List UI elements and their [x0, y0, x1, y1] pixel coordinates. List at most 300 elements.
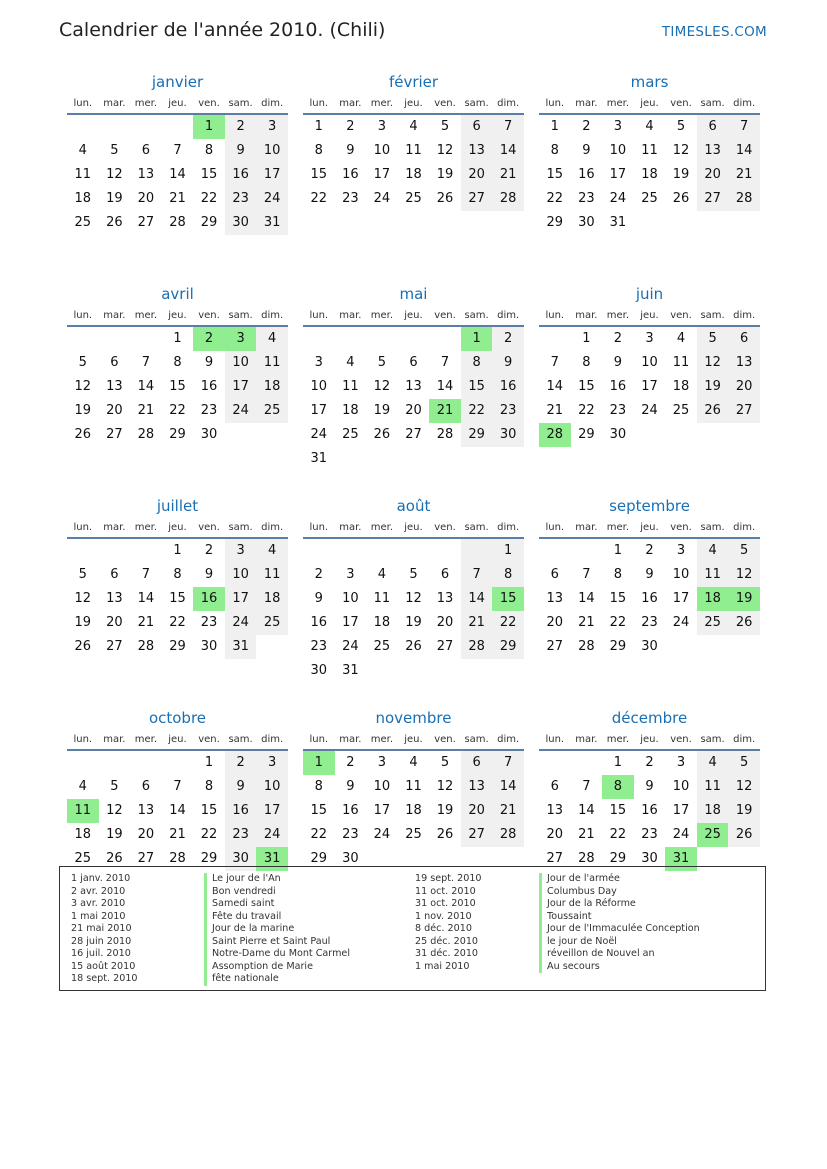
- weekday-header: [539, 733, 760, 751]
- day-cell: 13: [697, 139, 729, 163]
- day-cell: 29: [310, 851, 328, 866]
- day-cell: 29: [461, 423, 493, 447]
- day-cell: 25: [256, 399, 288, 423]
- day-cell: 17: [225, 587, 257, 611]
- day-cell: 2: [645, 543, 654, 558]
- day-cell: 1: [173, 331, 182, 346]
- day-cell: 15: [461, 375, 493, 399]
- day-cell: 17: [256, 163, 288, 187]
- weekday-label: mer.: [370, 310, 394, 321]
- day-cell: 28: [461, 635, 493, 659]
- day-cell: 12: [436, 143, 454, 158]
- day-cell: 20: [436, 615, 454, 630]
- legend-date: 18 sept. 2010: [71, 973, 138, 984]
- weekday-label: jeu.: [168, 522, 187, 533]
- day-cell: 22: [609, 827, 627, 842]
- day-cell: 18: [74, 191, 92, 206]
- legend-date: 3 avr. 2010: [71, 898, 126, 909]
- empty-cell: [366, 539, 398, 563]
- day-cell: 5: [728, 539, 760, 563]
- day-cell: 10: [225, 351, 257, 375]
- empty-cell: [99, 115, 131, 139]
- day-cell: 1: [582, 331, 591, 346]
- day-cell: 14: [492, 139, 524, 163]
- day-cell: 25: [74, 215, 92, 230]
- empty-cell: [697, 423, 729, 447]
- days-grid: [539, 539, 760, 659]
- day-cell: 17: [672, 591, 690, 606]
- month-title: avril: [161, 285, 194, 303]
- day-cell: 11: [405, 779, 422, 794]
- day-cell: 31: [310, 451, 328, 466]
- days-grid: [539, 751, 760, 871]
- day-cell: 13: [106, 379, 123, 394]
- weekday-header: [539, 521, 760, 539]
- day-cell: 19: [74, 615, 92, 630]
- weekday-header: [303, 309, 524, 327]
- weekday-label: mer.: [370, 734, 394, 745]
- day-cell: 18: [74, 827, 92, 842]
- day-cell: 7: [492, 751, 524, 775]
- day-cell: 4: [256, 539, 288, 563]
- day-cell: 9: [346, 143, 355, 158]
- day-cell: 15: [200, 167, 218, 182]
- day-cell: 21: [137, 615, 155, 630]
- day-cell: 25: [641, 191, 658, 206]
- day-cell: 23: [342, 827, 359, 842]
- day-cell: 9: [645, 779, 654, 794]
- empty-cell: [429, 327, 461, 351]
- weekday-label: sam.: [464, 98, 489, 109]
- day-cell: 4: [697, 751, 729, 775]
- day-cell: 26: [436, 191, 454, 206]
- days-grid: [303, 751, 524, 871]
- month-juin: [539, 280, 760, 492]
- day-cell: 8: [461, 351, 493, 375]
- weekday-label: ven.: [198, 310, 220, 321]
- days-grid: [67, 539, 288, 659]
- weekday-label: ven.: [434, 522, 456, 533]
- legend-holiday-name: Bon vendredi: [204, 886, 350, 899]
- day-cell: 24: [342, 639, 359, 654]
- day-cell: 27: [106, 427, 123, 442]
- empty-cell: [162, 115, 194, 139]
- day-cell: 21: [461, 611, 493, 635]
- day-cell: 6: [110, 355, 119, 370]
- day-cell: 2: [225, 115, 257, 139]
- day-cell: 8: [204, 143, 214, 158]
- day-cell: 22: [200, 191, 218, 206]
- day-cell: 10: [225, 563, 257, 587]
- day-cell: 21: [492, 799, 524, 823]
- day-cell: 3: [256, 115, 288, 139]
- weekday-label: dim.: [261, 734, 284, 745]
- day-cell: 12: [436, 779, 454, 794]
- day-cell: 23: [609, 403, 627, 418]
- holiday-legend: [59, 866, 766, 991]
- day-cell: 28: [578, 851, 595, 866]
- day-cell: 30: [641, 851, 658, 866]
- day-cell: 6: [110, 567, 119, 582]
- day-cell: 26: [697, 399, 729, 423]
- day-cell: 30: [200, 427, 218, 442]
- day-cell: 23: [492, 399, 524, 423]
- day-cell: 14: [546, 379, 564, 394]
- day-cell: 6: [440, 567, 450, 582]
- day-cell: 29: [609, 851, 627, 866]
- day-cell: 31: [342, 663, 359, 678]
- day-cell: 14: [436, 379, 454, 394]
- day-cell: 25: [405, 191, 422, 206]
- weekday-header: [67, 97, 288, 115]
- legend-holiday-name: Le jour de l'An: [204, 873, 350, 886]
- day-cell: 25: [697, 611, 729, 635]
- month-title: octobre: [148, 709, 207, 727]
- day-cell: 22: [578, 403, 595, 418]
- day-cell: 27: [436, 639, 454, 654]
- legend-dates-left: [71, 873, 138, 986]
- month-mai: [303, 280, 524, 492]
- weekday-label: jeu.: [404, 734, 423, 745]
- weekday-label: dim.: [261, 522, 284, 533]
- month-title: janvier: [151, 73, 204, 91]
- weekday-label: mer.: [134, 98, 158, 109]
- month-mars: [539, 68, 760, 280]
- day-cell: 11: [256, 351, 288, 375]
- day-cell: 26: [405, 639, 422, 654]
- weekday-label: mar.: [575, 734, 598, 745]
- legend-date: 1 nov. 2010: [415, 910, 472, 922]
- day-cell: 10: [609, 143, 627, 158]
- day-cell: 2: [346, 119, 355, 134]
- day-cell: 23: [641, 827, 658, 842]
- day-cell: 27: [405, 427, 422, 442]
- day-cell: 13: [546, 803, 564, 818]
- day-cell: 17: [672, 803, 690, 818]
- day-cell: 14: [728, 139, 760, 163]
- empty-cell: [728, 423, 760, 447]
- weekday-label: lun.: [73, 734, 93, 745]
- day-cell: 30: [310, 663, 328, 678]
- month-title: décembre: [611, 709, 688, 727]
- empty-cell: [256, 423, 288, 447]
- day-cell: 28: [492, 823, 524, 847]
- day-cell: 19: [697, 375, 729, 399]
- weekday-label: ven.: [670, 98, 692, 109]
- empty-cell: [303, 539, 335, 563]
- day-cell: 1: [173, 543, 182, 558]
- month-title: juillet: [156, 497, 199, 515]
- legend-date: 31 oct. 2010: [415, 898, 476, 909]
- legend-date: 15 août 2010: [71, 960, 136, 972]
- day-cell: 24: [225, 399, 257, 423]
- weekday-label: ven.: [434, 98, 456, 109]
- weekday-label: jeu.: [640, 98, 659, 109]
- day-cell: 6: [697, 115, 729, 139]
- day-cell: 13: [728, 351, 760, 375]
- empty-cell: [99, 327, 131, 351]
- day-cell: 8: [173, 567, 182, 582]
- weekday-label: mer.: [134, 522, 158, 533]
- day-cell: 11: [67, 799, 99, 823]
- day-cell: 4: [409, 755, 418, 770]
- weekday-label: mar.: [103, 522, 126, 533]
- weekday-label: mer.: [134, 734, 158, 745]
- weekday-label: jeu.: [640, 310, 659, 321]
- day-cell: 17: [609, 167, 627, 182]
- day-cell: 15: [492, 587, 524, 611]
- day-cell: 10: [672, 779, 690, 794]
- empty-cell: [634, 423, 666, 447]
- day-cell: 23: [200, 403, 218, 418]
- day-cell: 3: [377, 755, 387, 770]
- day-cell: 1: [303, 751, 335, 775]
- weekday-label: jeu.: [168, 310, 187, 321]
- day-cell: 23: [225, 187, 257, 211]
- weekday-label: ven.: [434, 310, 456, 321]
- empty-cell: [303, 327, 335, 351]
- day-cell: 18: [256, 375, 288, 399]
- day-cell: 4: [645, 119, 654, 134]
- day-cell: 13: [137, 803, 155, 818]
- day-cell: 26: [728, 823, 760, 847]
- weekday-label: mar.: [575, 522, 598, 533]
- day-cell: 24: [641, 403, 658, 418]
- day-cell: 5: [409, 567, 418, 582]
- legend-date: 2 avr. 2010: [71, 885, 126, 897]
- day-cell: 4: [697, 539, 729, 563]
- weekday-label: sam.: [700, 98, 725, 109]
- day-cell: 13: [436, 591, 454, 606]
- day-cell: 7: [728, 115, 760, 139]
- day-cell: 5: [78, 355, 87, 370]
- day-cell: 20: [405, 403, 422, 418]
- weekday-label: sam.: [228, 734, 253, 745]
- empty-cell: [130, 115, 162, 139]
- day-cell: 9: [582, 143, 591, 158]
- legend-holiday-name: Notre-Dame du Mont Carmel: [204, 948, 350, 961]
- day-cell: 14: [578, 803, 595, 818]
- day-cell: 14: [169, 167, 186, 182]
- legend-date: 8 déc. 2010: [415, 923, 472, 934]
- day-cell: 7: [173, 143, 182, 158]
- day-cell: 12: [697, 351, 729, 375]
- weekday-label: mer.: [606, 522, 630, 533]
- day-cell: 10: [256, 139, 288, 163]
- weekday-label: dim.: [733, 98, 756, 109]
- day-cell: 15: [169, 379, 186, 394]
- day-cell: 3: [676, 755, 686, 770]
- day-cell: 29: [609, 639, 627, 654]
- day-cell: 29: [169, 427, 186, 442]
- weekday-label: sam.: [228, 310, 253, 321]
- day-cell: 2: [193, 327, 225, 351]
- day-cell: 2: [613, 331, 623, 346]
- day-cell: 7: [141, 567, 151, 582]
- day-cell: 28: [137, 427, 155, 442]
- day-cell: 23: [641, 615, 658, 630]
- day-cell: 19: [373, 403, 391, 418]
- weekday-header: [67, 521, 288, 539]
- empty-cell: [225, 423, 257, 447]
- legend-date: 1 mai 2010: [71, 910, 126, 922]
- day-cell: 22: [461, 399, 493, 423]
- day-cell: 4: [256, 327, 288, 351]
- day-cell: 3: [613, 119, 623, 134]
- legend-holiday-name: Jour de l'armée: [539, 873, 700, 886]
- empty-cell: [728, 635, 760, 659]
- empty-cell: [461, 447, 493, 471]
- day-cell: 24: [256, 823, 288, 847]
- day-cell: 13: [461, 775, 493, 799]
- day-cell: 30: [225, 847, 257, 871]
- day-cell: 12: [373, 379, 391, 394]
- weekday-label: ven.: [198, 522, 220, 533]
- day-cell: 13: [546, 591, 564, 606]
- day-cell: 15: [609, 803, 627, 818]
- day-cell: 12: [106, 167, 123, 182]
- day-cell: 19: [436, 803, 454, 818]
- day-cell: 15: [578, 379, 595, 394]
- day-cell: 20: [106, 615, 123, 630]
- day-cell: 22: [200, 827, 218, 842]
- empty-cell: [335, 327, 367, 351]
- day-cell: 4: [78, 143, 87, 158]
- day-cell: 8: [314, 779, 323, 794]
- weekday-header: [539, 97, 760, 115]
- legend-date: 19 sept. 2010: [415, 873, 482, 884]
- weekday-label: lun.: [73, 98, 93, 109]
- day-cell: 19: [672, 167, 690, 182]
- weekday-label: mar.: [103, 310, 126, 321]
- day-cell: 31: [609, 215, 627, 230]
- day-cell: 10: [373, 779, 391, 794]
- empty-cell: [398, 659, 430, 683]
- day-cell: 6: [409, 355, 418, 370]
- day-cell: 25: [405, 827, 422, 842]
- weekday-label: mar.: [103, 98, 126, 109]
- day-cell: 31: [225, 635, 257, 659]
- weekday-label: ven.: [198, 98, 220, 109]
- legend-date: 11 oct. 2010: [415, 885, 476, 897]
- day-cell: 9: [204, 355, 214, 370]
- day-cell: 20: [461, 163, 493, 187]
- legend-date: 31 déc. 2010: [415, 948, 479, 959]
- day-cell: 3: [676, 543, 686, 558]
- month-title: septembre: [609, 497, 690, 515]
- day-cell: 21: [578, 827, 595, 842]
- days-grid: [303, 327, 524, 471]
- day-cell: 11: [672, 355, 690, 370]
- empty-cell: [461, 539, 493, 563]
- legend-holiday-name: Samedi saint: [204, 898, 350, 911]
- day-cell: 21: [578, 615, 595, 630]
- weekday-label: lun.: [309, 310, 329, 321]
- day-cell: 22: [546, 191, 564, 206]
- day-cell: 16: [193, 587, 225, 611]
- day-cell: 9: [645, 567, 654, 582]
- weekday-label: lun.: [309, 98, 329, 109]
- weekday-label: mer.: [370, 98, 394, 109]
- day-cell: 27: [461, 187, 493, 211]
- day-cell: 29: [578, 427, 595, 442]
- weekday-label: mer.: [134, 310, 158, 321]
- weekday-label: mar.: [103, 734, 126, 745]
- empty-cell: [398, 539, 430, 563]
- day-cell: 29: [546, 215, 564, 230]
- weekday-header: [303, 733, 524, 751]
- day-cell: 30: [641, 639, 658, 654]
- day-cell: 28: [728, 187, 760, 211]
- day-cell: 2: [314, 567, 323, 582]
- day-cell: 19: [728, 587, 760, 611]
- day-cell: 6: [141, 779, 151, 794]
- day-cell: 10: [310, 379, 328, 394]
- weekday-label: lun.: [309, 522, 329, 533]
- days-grid: [539, 115, 760, 235]
- day-cell: 9: [204, 567, 214, 582]
- empty-cell: [697, 635, 729, 659]
- legend-holiday-name: Assomption de Marie: [204, 961, 350, 974]
- legend-names-left: [204, 873, 350, 986]
- day-cell: 10: [672, 567, 690, 582]
- empty-cell: [697, 211, 729, 235]
- weekday-label: mar.: [575, 98, 598, 109]
- day-cell: 14: [492, 775, 524, 799]
- day-cell: 22: [169, 615, 186, 630]
- legend-date: 1 mai 2010: [415, 960, 470, 972]
- day-cell: 24: [373, 827, 391, 842]
- day-cell: 9: [225, 775, 257, 799]
- weekday-label: lun.: [545, 734, 565, 745]
- legend-holiday-name: le jour de Noël: [539, 936, 700, 949]
- day-cell: 16: [225, 799, 257, 823]
- legend-dates-right: [415, 873, 482, 973]
- day-cell: 29: [492, 635, 524, 659]
- day-cell: 2: [225, 751, 257, 775]
- day-cell: 16: [310, 615, 328, 630]
- legend-holiday-name: fête nationale: [204, 973, 350, 986]
- day-cell: 20: [697, 163, 729, 187]
- legend-date: 25 déc. 2010: [415, 935, 479, 947]
- day-cell: 14: [169, 803, 186, 818]
- day-cell: 30: [492, 423, 524, 447]
- site-link[interactable]: TIMESLES.COM: [661, 24, 767, 40]
- day-cell: 31: [256, 211, 288, 235]
- month-février: [303, 68, 524, 280]
- weekday-label: lun.: [545, 98, 565, 109]
- day-cell: 27: [728, 399, 760, 423]
- day-cell: 8: [173, 355, 182, 370]
- day-cell: 5: [440, 119, 450, 134]
- day-cell: 9: [613, 355, 623, 370]
- day-cell: 26: [672, 191, 690, 206]
- days-grid: [67, 115, 288, 235]
- day-cell: 16: [225, 163, 257, 187]
- legend-holiday-name: Jour de l'Immaculée Conception: [539, 923, 700, 936]
- weekday-label: ven.: [670, 522, 692, 533]
- day-cell: 9: [225, 139, 257, 163]
- empty-cell: [429, 539, 461, 563]
- day-cell: 3: [314, 355, 323, 370]
- day-cell: 6: [550, 567, 559, 582]
- day-cell: 23: [225, 823, 257, 847]
- weekday-label: dim.: [497, 310, 520, 321]
- day-cell: 26: [373, 427, 391, 442]
- day-cell: 23: [310, 639, 328, 654]
- day-cell: 29: [169, 639, 186, 654]
- day-cell: 5: [78, 567, 87, 582]
